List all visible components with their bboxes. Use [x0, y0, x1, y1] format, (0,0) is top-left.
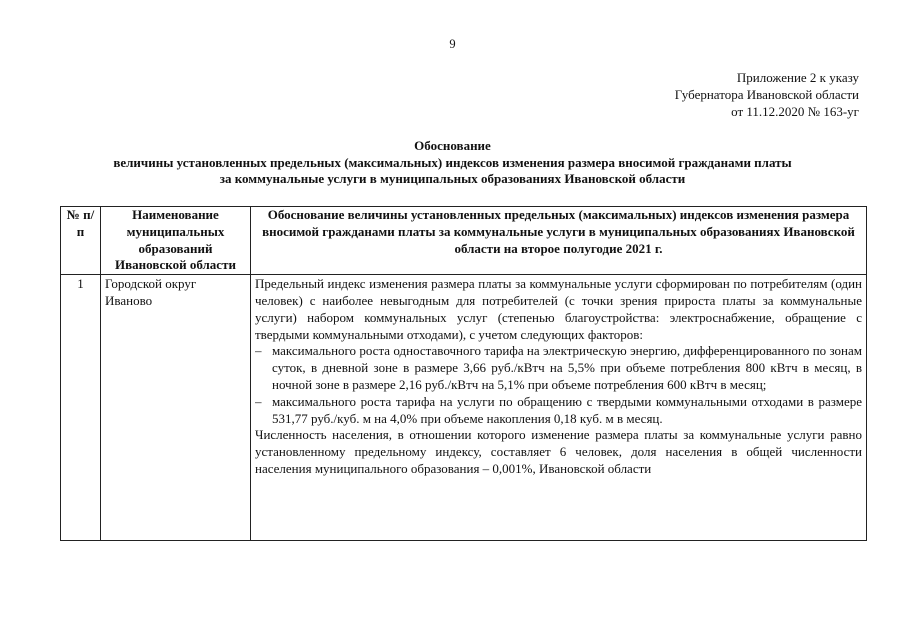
appendix-line-1: Приложение 2 к указу [736, 70, 859, 85]
table-header-row [61, 207, 867, 275]
header-justification: Обоснование величины установленных предельных (максимальных) индексов изменения размера вносимой гражданами платы за коммунальные услуги в муниципальных образованиях Ивановской области на второе полугодие 2021 г. [251, 207, 867, 275]
heading-title: Обоснование [414, 138, 491, 153]
row-municipality-name: Городской округ Иваново [101, 275, 251, 541]
factor-waste [255, 394, 862, 428]
justification-text [255, 276, 862, 539]
justification-intro: Предельный индекс изменения размера платы за коммунальные услуги сформирован по потребителям (один человек) с наиболее невыгодным для потребителей (с точки зрения прироста платы за коммунальные услуги) набором коммунальных услуг (степенью благоустройства: электроснабжение, обращение с твердыми коммунальными отходами), с учетом следующих факторов: [255, 276, 862, 342]
dash-bullet: – [255, 393, 262, 409]
factor-electricity-text: максимального роста одноставочного тарифа на электрическую энергию, дифференцированного по зонам суток, в дневной зоне в размере 3,66 руб./кВтч на 5,5% при объеме потребления 800 кВтч в месяц, в ночной зоне в размере 2,16 руб./кВтч на 5,1% при объеме потребления 600 кВтч в месяц; [272, 343, 862, 392]
appendix-line-2: Губернатора Ивановской области [674, 87, 859, 102]
appendix-reference [675, 69, 859, 120]
page-number: 9 [449, 37, 456, 51]
factor-waste-text: максимального роста тарифа на услуги по обращению с твердыми коммунальными отходами в размере 531,77 руб./куб. м на 4,0% при объеме накопления 0,18 куб. м в месяц. [272, 393, 862, 426]
heading-subtitle-line-1: величины установленных предельных (максимальных) индексов изменения размера вносимой гражданами платы [113, 154, 792, 170]
document-heading [40, 138, 865, 188]
row-number: 1 [61, 275, 101, 541]
justification-table [60, 206, 867, 541]
header-number: № п/п [61, 207, 101, 275]
factor-electricity [255, 343, 862, 393]
appendix-line-3: от 11.12.2020 № 163-уг [731, 104, 859, 119]
row-justification [251, 275, 867, 541]
dash-bullet: – [255, 343, 262, 359]
population-text: Численность населения, в отношении которого изменение размера платы за коммунальные услуги равно установленному предельному индексу, составляет 6 человек, доля населения в общей численности населения муниципального образования – 0,001%, Ивановской области [255, 427, 862, 476]
heading-subtitle-line-2: за коммунальные услуги в муниципальных образованиях Ивановской области [219, 171, 686, 186]
header-municipality: Наименование муниципальных образований Ивановской области [101, 207, 251, 275]
table-row [61, 275, 867, 541]
